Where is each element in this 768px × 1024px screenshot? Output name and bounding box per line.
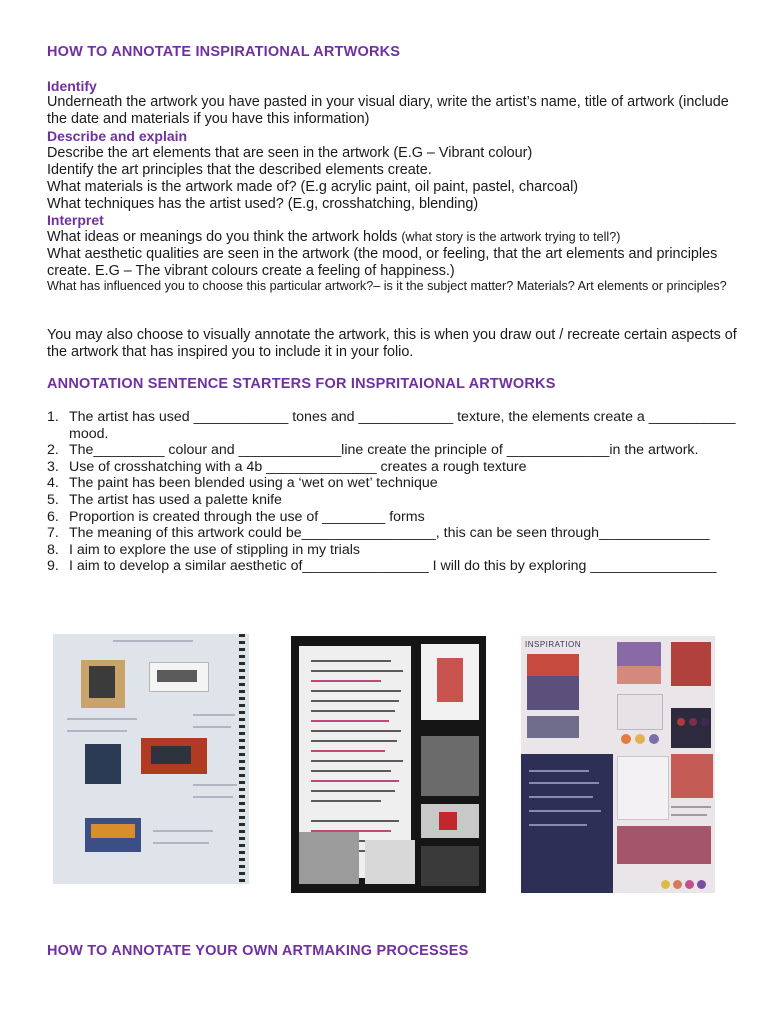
handwriting — [193, 714, 235, 716]
handwriting — [193, 796, 233, 798]
heading-sentence-starters: ANNOTATION SENTENCE STARTERS FOR INSPRITAIONAL ARTWORKS — [47, 376, 556, 392]
photo-figure — [365, 840, 415, 884]
handwriting — [311, 790, 395, 792]
list-text: The_________ colour and _____________line create the principle of _____________in the artwork. — [69, 442, 699, 459]
interpret-line-1-main: What ideas or meanings do you think the artwork holds — [47, 229, 402, 245]
list-number: 4. — [47, 475, 59, 492]
identify-text: Underneath the artwork you have pasted in your visual diary, write the artist’s name, title of artwork (include the date and materials if you have this information) — [47, 94, 729, 127]
list-text: I aim to develop a similar aesthetic of________________ I will do this by exploring ________________ — [69, 558, 717, 575]
spiral-binding — [239, 634, 245, 884]
list-item — [47, 492, 737, 509]
inspiration-title: INSPIRATION — [525, 640, 582, 649]
artwork-figure — [157, 670, 197, 682]
sunset-photo-detail — [527, 676, 579, 710]
handwriting — [529, 770, 589, 772]
list-item — [47, 442, 737, 459]
artwork-figure — [91, 824, 135, 838]
color-swatch — [621, 734, 631, 744]
identify-title: Identify — [47, 78, 97, 94]
list-item — [47, 409, 737, 442]
describe-line-4: What techniques has the artist used? (E.g, crosshatching, blending) — [47, 196, 479, 212]
handwriting — [311, 770, 391, 772]
interpret-line-1-small: (what story is the artwork trying to tell?) — [401, 230, 621, 244]
handwriting — [311, 730, 401, 732]
color-swatch — [635, 734, 645, 744]
heading-annotate-inspirational: HOW TO ANNOTATE INSPIRATIONAL ARTWORKS — [47, 44, 401, 60]
photo-figure-detail — [439, 812, 457, 830]
list-number: 8. — [47, 541, 59, 558]
handwriting — [311, 700, 399, 702]
handwriting — [311, 820, 399, 822]
handwriting — [311, 740, 397, 742]
photo-figure — [421, 846, 479, 886]
pasted-artwork — [85, 744, 121, 784]
list-text: The artist has used a palette knife — [69, 491, 282, 508]
sketchbook-photo-3 — [521, 636, 715, 893]
sky-photo — [617, 826, 711, 864]
describe-line-1: Describe the art elements that are seen in the artwork (E.G – Vibrant colour) — [47, 145, 533, 161]
list-item — [47, 558, 737, 575]
list-number: 5. — [47, 491, 59, 508]
sketchbook-photo-2 — [291, 636, 486, 893]
handwriting — [153, 842, 209, 844]
handwriting — [193, 726, 231, 728]
photo — [527, 716, 579, 738]
handwriting — [67, 730, 127, 732]
list-number: 3. — [47, 458, 59, 475]
handwriting — [671, 806, 711, 808]
handwriting — [529, 810, 601, 812]
list-number: 7. — [47, 525, 59, 542]
interpret-line-1 — [47, 229, 737, 246]
handwriting — [193, 784, 237, 786]
handwriting — [311, 670, 403, 672]
color-swatch — [689, 718, 697, 726]
list-text: I aim to explore the use of stippling in my trials — [69, 541, 360, 558]
list-text: The meaning of this artwork could be_________________, this can be seen through______________ — [69, 525, 710, 542]
color-swatch — [649, 734, 659, 744]
sentence-starters-list — [47, 409, 737, 575]
sky-photo-detail — [617, 666, 661, 684]
notes-panel — [617, 756, 669, 820]
visual-annotation-note: You may also choose to visually annotate the artwork, this is when you draw out / recreate certain aspects of the artwork that has inspired you to include it in your folio. — [47, 327, 737, 360]
handwriting — [67, 718, 137, 720]
handwriting-highlight — [311, 750, 385, 752]
sunset-photo — [671, 754, 713, 798]
handwriting — [311, 660, 391, 662]
handwriting — [529, 782, 599, 784]
color-swatch — [661, 880, 670, 889]
list-number: 1. — [47, 409, 59, 425]
photo-figure — [421, 736, 479, 796]
sketchbook-photo-1 — [53, 634, 249, 884]
handwriting — [311, 710, 395, 712]
handwriting — [529, 796, 593, 798]
list-text: The paint has been blended using a ‘wet on wet’ technique — [69, 475, 438, 492]
handwriting — [113, 640, 193, 642]
list-number: 6. — [47, 508, 59, 525]
list-number: 9. — [47, 558, 59, 575]
interpret-title: Interpret — [47, 212, 104, 228]
handwriting — [311, 800, 381, 802]
list-text: Use of crosshatching with a 4b ______________ creates a rough texture — [69, 458, 527, 475]
handwriting — [671, 814, 707, 816]
interpret-line-3: What has influenced you to choose this particular artwork?– is it the subject matter? Materials? Art elements or principles? — [47, 279, 727, 293]
photo-figure — [299, 832, 359, 884]
handwriting-highlight — [311, 780, 399, 782]
list-item — [47, 509, 737, 526]
handwriting — [311, 760, 403, 762]
describe-line-3: What materials is the artwork made of? (E.g acrylic paint, oil paint, pastel, charcoal) — [47, 179, 579, 195]
color-swatch — [701, 718, 709, 726]
handwriting — [311, 690, 401, 692]
handwriting-highlight — [311, 680, 381, 682]
artwork-figure — [89, 666, 115, 698]
color-swatch — [685, 880, 694, 889]
sketch-photo — [617, 694, 663, 730]
photo-figure-detail — [437, 658, 463, 702]
list-item — [47, 525, 737, 542]
color-swatch — [673, 880, 682, 889]
swatch-panel — [671, 708, 711, 748]
handwriting-highlight — [311, 720, 389, 722]
handwriting — [529, 824, 587, 826]
heading-annotate-own-processes: HOW TO ANNOTATE YOUR OWN ARTMAKING PROCESSES — [47, 943, 469, 959]
artwork-figure — [151, 746, 191, 764]
sunset-photo — [671, 642, 711, 686]
list-number: 2. — [47, 442, 59, 459]
color-swatch — [677, 718, 685, 726]
describe-line-2: Identify the art principles that the described elements create. — [47, 162, 432, 178]
describe-title: Describe and explain — [47, 128, 188, 144]
interpret-line-2: What aesthetic qualities are seen in the artwork (the mood, or feeling, that the art elements and principles create. E.G – The vibrant colours create a feeling of happiness.) — [47, 246, 718, 279]
list-item — [47, 542, 737, 559]
color-swatch — [697, 880, 706, 889]
list-text: The artist has used ____________ tones and ____________ texture, the elements create a ___________ mood. — [69, 409, 736, 442]
list-item — [47, 459, 737, 476]
list-item — [47, 475, 737, 492]
list-text: Proportion is created through the use of ________ forms — [69, 508, 425, 525]
handwriting — [153, 830, 213, 832]
